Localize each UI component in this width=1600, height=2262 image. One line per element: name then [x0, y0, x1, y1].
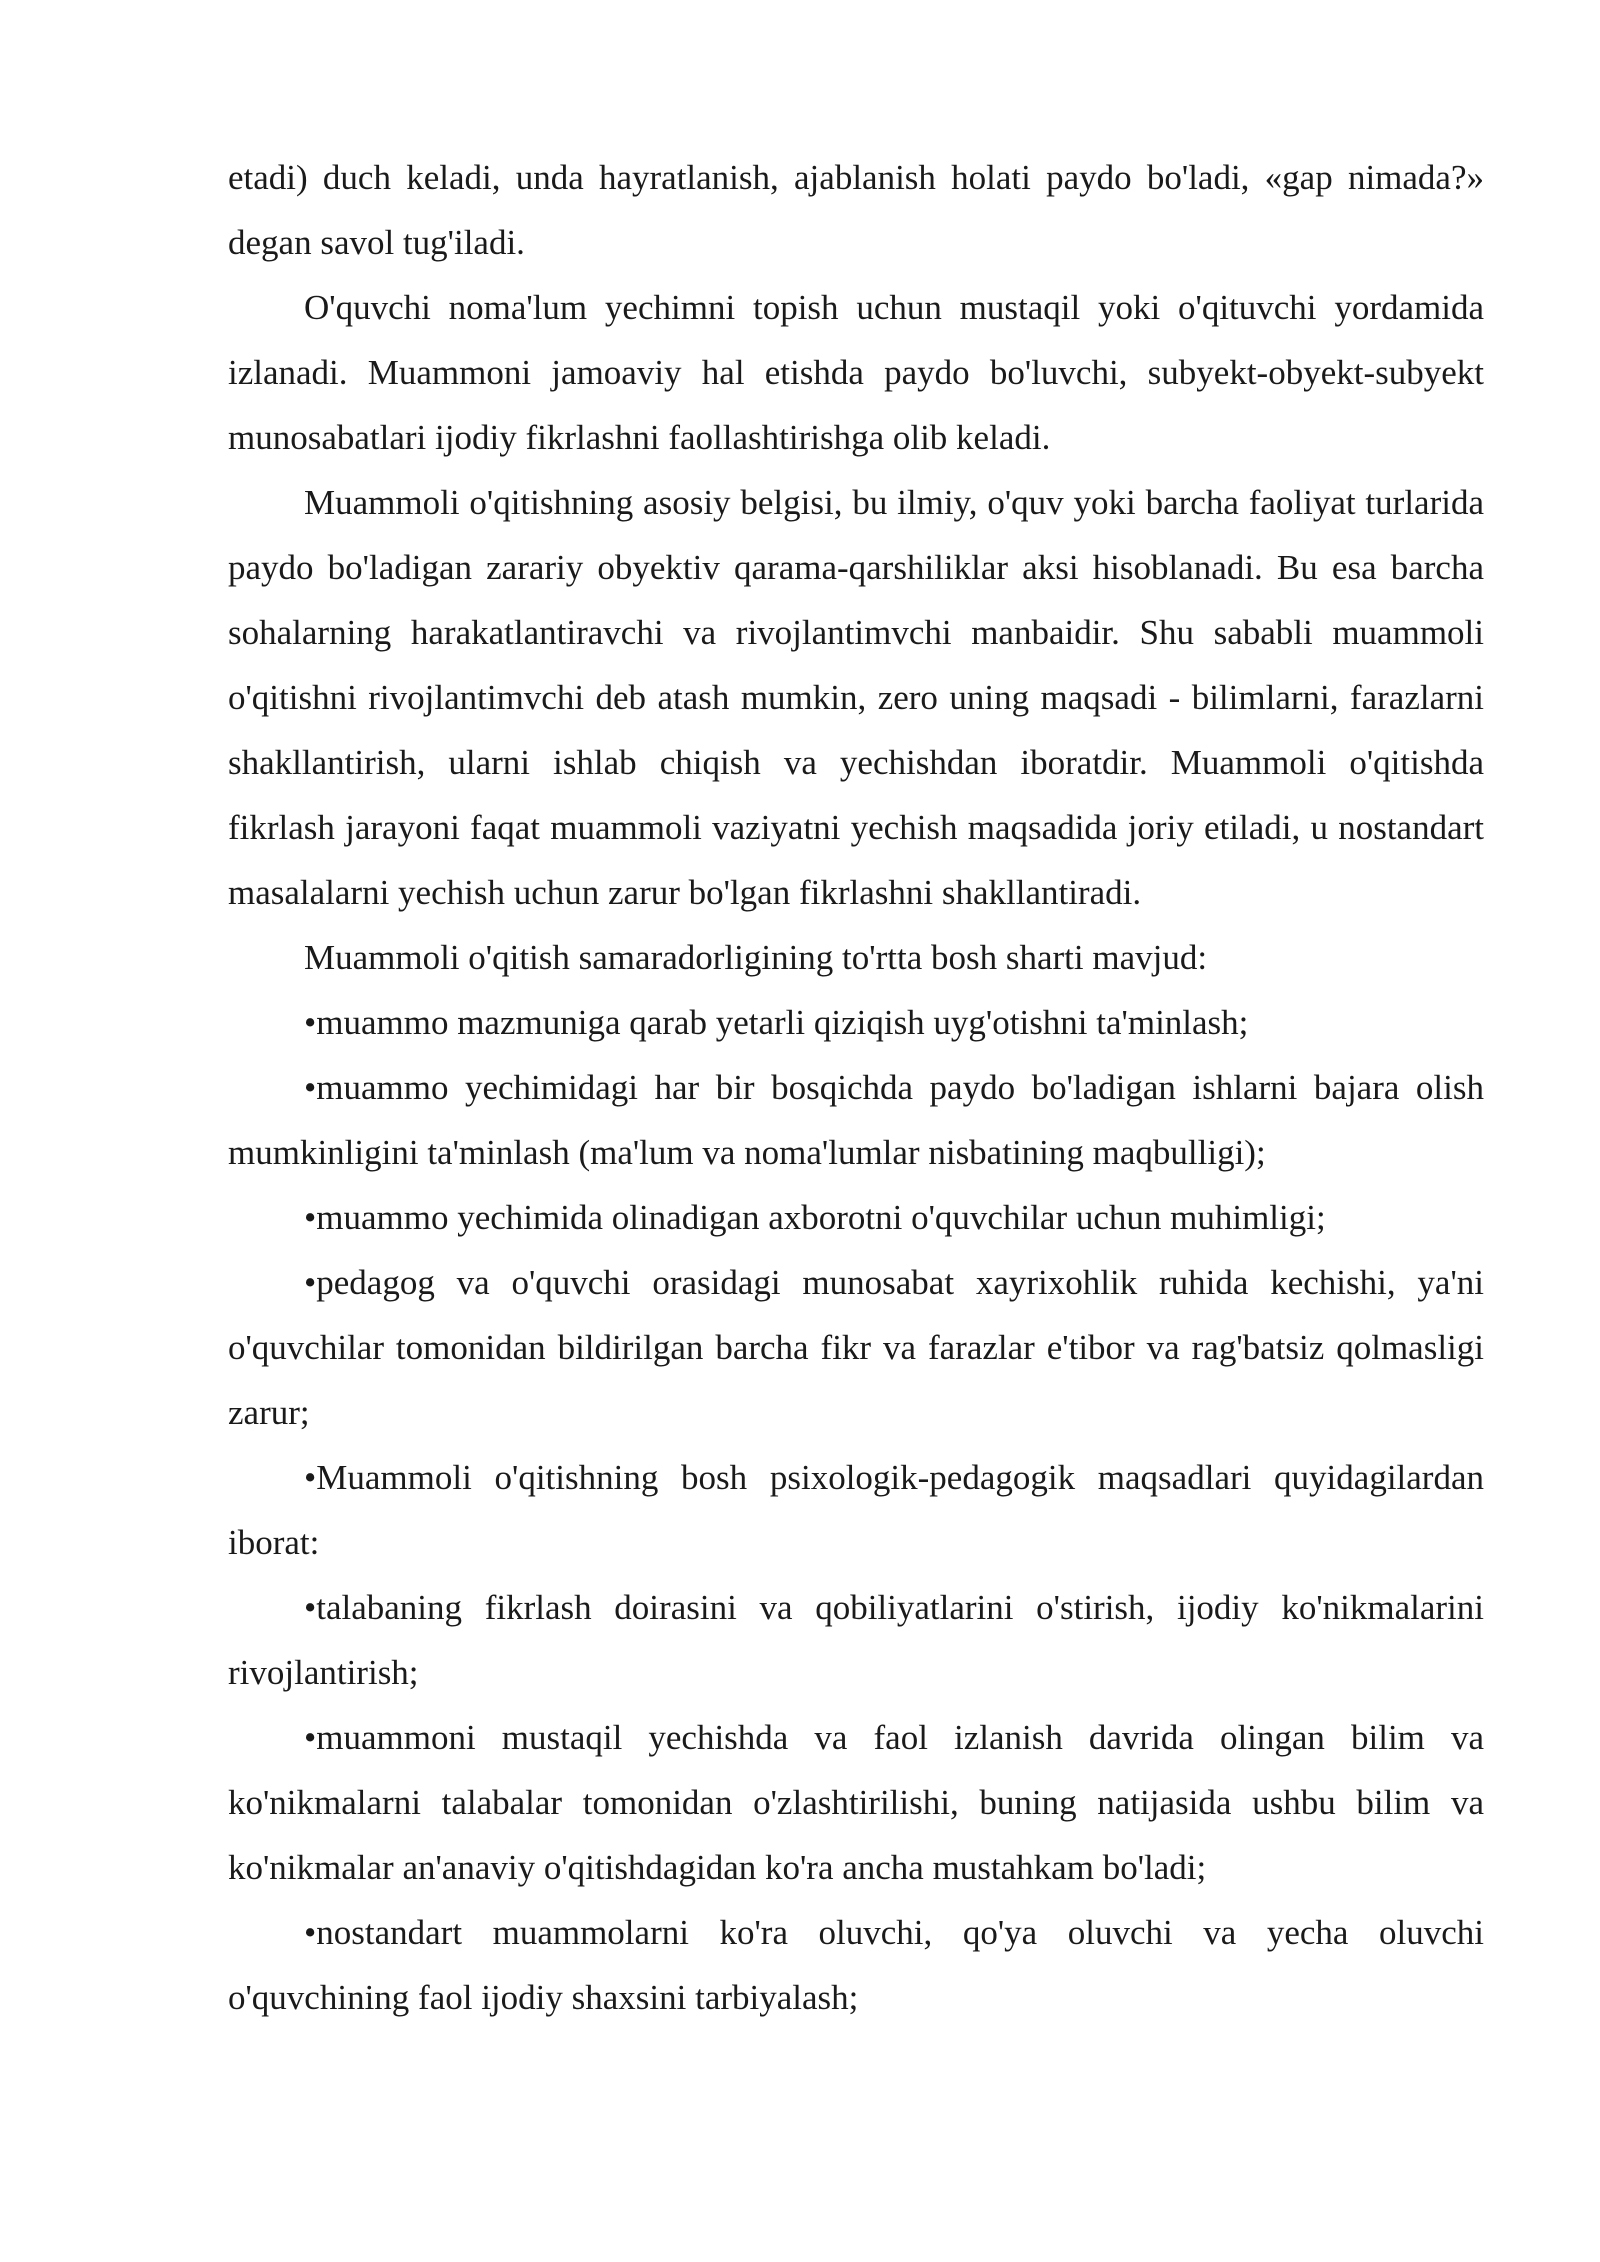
list-item: •muammo mazmuniga qarab yetarli qiziqish uyg'otishni ta'minlash;	[304, 1003, 1249, 1042]
list-item: •muammoni mustaqil yechishda va faol izlanish davrida olingan bilim va ko'nikmalarni talabalar tomonidan o'zlashtirilishi, buning natijasida ushbu bilim va ko'nikmalar an'anaviy o'qitishdagidan ko'ra ancha mustahkam bo'ladi;	[228, 1718, 1484, 1887]
paragraph-continuation: etadi) duch keladi, unda hayratlanish, ajablanish holati paydo bo'ladi, «gap nimada?» degan savol tug'iladi.	[228, 158, 1484, 262]
list-item: •pedagog va o'quvchi orasidagi munosabat xayrixohlik ruhida kechishi, ya'ni o'quvchilar tomonidan bildirilgan barcha fikr va farazlar e'tibor va rag'batsiz qolmasligi zarur;	[228, 1263, 1484, 1432]
paragraph: O'quvchi noma'lum yechimni topish uchun mustaqil yoki o'qituvchi yordamida izlanadi. Muammoni jamoaviy hal etishda paydo bo'luvchi, subyekt-obyekt-subyekt munosabatlari ijodiy fikrlashni faollashtirishga olib keladi.	[228, 288, 1484, 457]
paragraph: Muammoli o'qitishning asosiy belgisi, bu ilmiy, o'quv yoki barcha faoliyat turlarida paydo bo'ladigan zarariy obyektiv qarama-qarshiliklar aksi hisoblanadi. Bu esa barcha sohalarning harakatlantiravchi va rivojlantimvchi manbaidir. Shu sababli muammoli o'qitishni rivojlantimvchi deb atash mumkin, zero uning maqsadi - bilimlarni, farazlarni shakllantirish, ularni ishlab chiqish va yechishdan iboratdir. Muammoli o'qitishda fikrlash jarayoni faqat muammoli vaziyatni yechish maqsadida joriy etiladi, u nostandart masalalarni yechish uchun zarur bo'lgan fikrlashni shakllantiradi.	[228, 483, 1484, 912]
paragraph: Muammoli o'qitish samaradorligining to'rtta bosh sharti mavjud:	[304, 938, 1208, 977]
list-item: •muammo yechimida olinadigan axborotni o'quvchilar uchun muhimligi;	[304, 1198, 1326, 1237]
document-page	[228, 145, 1484, 2030]
list-item: •Muammoli o'qitishning bosh psixologik-pedagogik maqsadlari quyidagilardan iborat:	[228, 1458, 1484, 1562]
list-item: •muammo yechimidagi har bir bosqichda paydo bo'ladigan ishlarni bajara olish mumkinligini ta'minlash (ma'lum va noma'lumlar nisbatining maqbulligi);	[228, 1068, 1484, 1172]
list-item: •nostandart muammolarni ko'ra oluvchi, qo'ya oluvchi va yecha oluvchi o'quvchining faol ijodiy shaxsini tarbiyalash;	[228, 1913, 1484, 2017]
list-item: •talabaning fikrlash doirasini va qobiliyatlarini o'stirish, ijodiy ko'nikmalarini rivojlantirish;	[228, 1588, 1484, 1692]
